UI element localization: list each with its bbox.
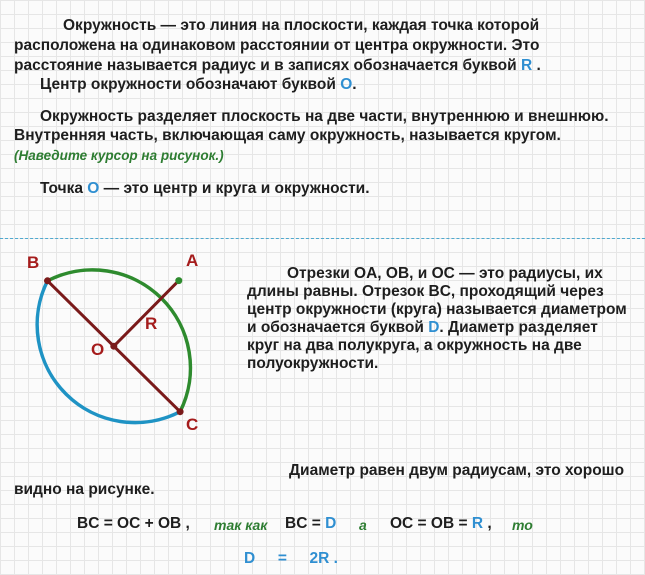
result-d: D <box>244 550 256 567</box>
split-line-1: Окружность разделяет плоскость на две части, внутреннюю и внешнюю. <box>40 108 609 125</box>
radii-line-4 <box>247 319 598 337</box>
formula-bc-eq: BC = <box>285 515 321 532</box>
label-r: R <box>145 314 158 333</box>
point-o <box>110 343 117 350</box>
formula-word-and: а <box>359 517 367 533</box>
formula-part-2 <box>285 515 336 533</box>
formula-word-since: так как <box>214 517 268 533</box>
point-c <box>177 408 184 415</box>
intro-line-1: Окружность — это линия на плоскости, каждая точка которой <box>63 17 540 34</box>
result-line <box>244 550 338 568</box>
center-letter-o: O <box>340 76 353 93</box>
formula-part-1: BC = OC + OB , <box>77 515 190 532</box>
point-a <box>175 277 182 284</box>
center-sentence <box>40 180 370 198</box>
radii-line-2: длины равны. Отрезок BC, проходящий через <box>247 283 604 300</box>
formula-d: D <box>325 515 337 532</box>
formula-part-3 <box>390 515 492 533</box>
radius-letter-r: R <box>520 57 533 74</box>
dashed-divider <box>0 238 645 239</box>
radii-line-6: полуокружности. <box>247 355 379 372</box>
center-sentence-rest: — это центр и круга и окружности. <box>103 180 370 197</box>
formula-oc-ob-eq: OC = OB = <box>390 515 468 532</box>
intro-line-4 <box>40 76 357 94</box>
intro-line-3-text: расстояние называется радиус и в записях обозначается буквой <box>14 57 517 74</box>
hover-hint: (Наведите курсор на рисунок.) <box>14 148 224 163</box>
radii-line-4-text: и обозначается буквой <box>247 319 424 336</box>
result-end: . <box>333 550 338 567</box>
split-line-2: Внутренняя часть, включающая саму окружность, называется кругом. <box>14 127 561 144</box>
diameter-letter-d: D <box>428 319 440 336</box>
intro-line-3-end: . <box>536 57 541 74</box>
result-2r: 2R <box>309 550 330 567</box>
label-a: A <box>186 251 199 270</box>
intro-line-4-end: . <box>352 76 357 93</box>
label-b: B <box>27 253 40 272</box>
radii-line-3: центр окружности (круга) называется диаметром <box>247 301 627 318</box>
center-sentence-o: O <box>87 180 100 197</box>
intro-line-3 <box>14 57 541 75</box>
formula-word-then: то <box>512 517 533 533</box>
radii-line-1: Отрезки OA, OB, и OC — это радиусы, их <box>287 265 603 282</box>
intro-line-2: расположена на одинаковом расстоянии от центра окружности. Это <box>14 37 540 54</box>
label-o: O <box>91 340 105 359</box>
center-sentence-start: Точка <box>40 180 83 197</box>
diameter-line-2: видно на рисунке. <box>14 481 155 498</box>
formula-r: R <box>471 515 484 532</box>
radii-line-4-rest: . Диаметр разделяет <box>439 319 598 336</box>
radii-line-5: круг на два полукруга, а окружность на две <box>247 337 582 354</box>
diameter-line-1: Диаметр равен двум радиусам, это хорошо <box>289 462 625 479</box>
result-eq: = <box>277 550 287 567</box>
formula-comma: , <box>487 515 492 532</box>
intro-line-4-text: Центр окружности обозначают буквой <box>40 76 336 93</box>
point-b <box>44 277 51 284</box>
circle-figure[interactable] <box>0 240 230 445</box>
label-c: C <box>186 415 199 434</box>
